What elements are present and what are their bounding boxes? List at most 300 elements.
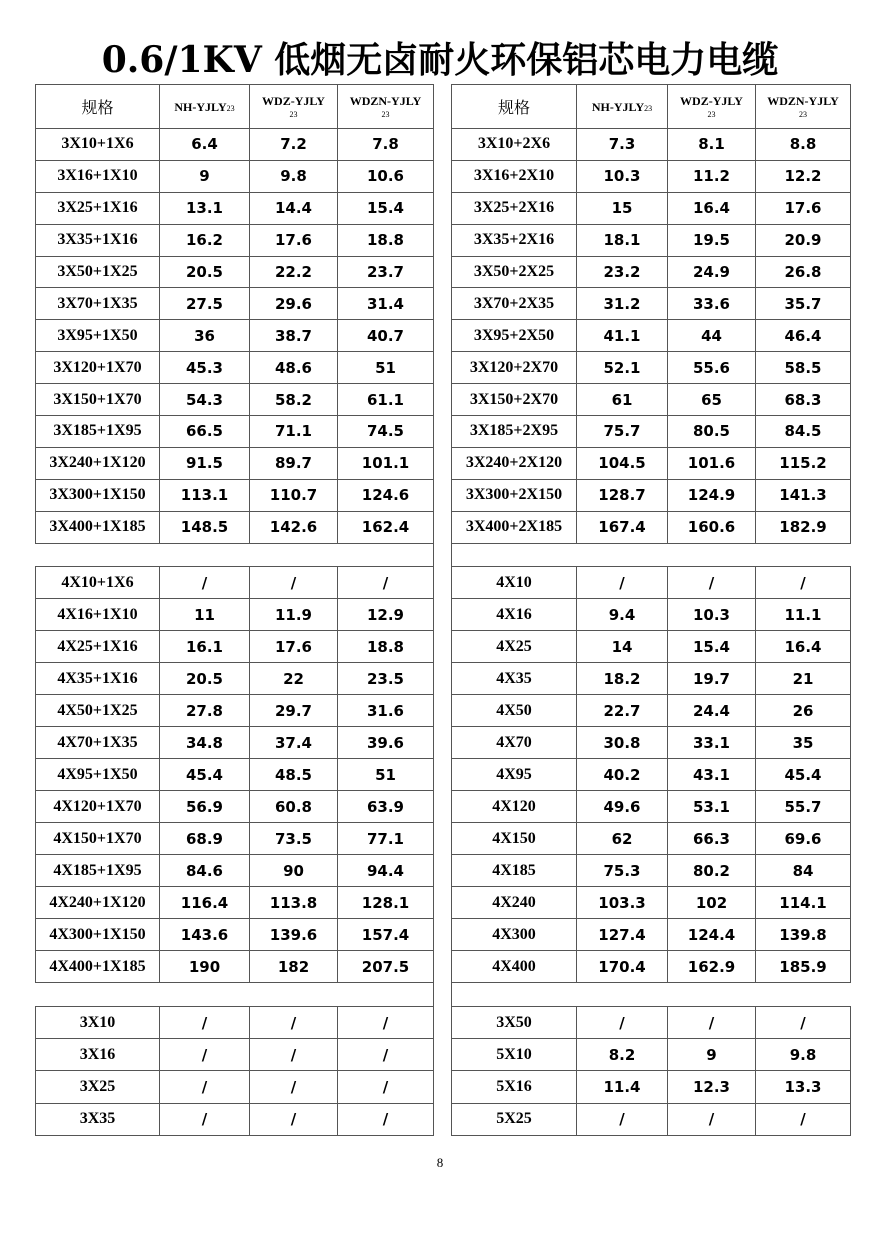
wdzn-yjly-cell: 45.4: [756, 759, 851, 791]
wdz-yjly-cell: 89.7: [250, 447, 338, 479]
nh-yjly-cell: 104.5: [577, 447, 668, 479]
nh-yjly-cell: 10.3: [577, 160, 668, 192]
nh-yjly-cell: 75.3: [577, 855, 668, 887]
wdz-yjly-cell: 19.5: [668, 224, 756, 256]
spec-cell: 4X300+1X150: [36, 919, 160, 951]
wdz-yjly-cell: 142.6: [250, 511, 338, 543]
nh-yjly-cell: 27.8: [160, 695, 250, 727]
spec-cell: 4X150+1X70: [36, 823, 160, 855]
spec-cell: 3X50: [452, 1007, 577, 1039]
wdzn-yjly-cell: 31.4: [338, 288, 434, 320]
spec-cell: 4X35+1X16: [36, 663, 160, 695]
wdz-yjly-cell: 43.1: [668, 759, 756, 791]
wdz-yjly-cell: 11.2: [668, 160, 756, 192]
wdzn-yjly-cell: 13.3: [756, 1071, 851, 1103]
wdz-yjly-cell: 12.3: [668, 1071, 756, 1103]
spec-cell: 3X25: [36, 1071, 160, 1103]
spec-cell: 4X95+1X50: [36, 759, 160, 791]
table-row: [36, 160, 434, 192]
wdzn-yjly-cell: 115.2: [756, 447, 851, 479]
nh-yjly-cell: 84.6: [160, 855, 250, 887]
table-row: [452, 567, 851, 599]
wdz-yjly-cell: 10.3: [668, 599, 756, 631]
nh-yjly-cell: /: [577, 1007, 668, 1039]
nh-yjly-cell: 167.4: [577, 511, 668, 543]
wdzn-yjly-cell: 11.1: [756, 599, 851, 631]
wdzn-yjly-cell: 162.4: [338, 511, 434, 543]
wdz-yjly-cell: 14.4: [250, 192, 338, 224]
table-row: [452, 129, 851, 161]
table-row: [452, 695, 851, 727]
wdz-yjly-cell: 80.2: [668, 855, 756, 887]
spec-cell: 3X120+2X70: [452, 352, 577, 384]
table-row: [452, 256, 851, 288]
wdz-yjly-cell: 22: [250, 663, 338, 695]
wdzn-yjly-cell: 128.1: [338, 887, 434, 919]
nh-yjly-cell: 13.1: [160, 192, 250, 224]
spec-cell: 5X25: [452, 1103, 577, 1135]
table-row: [452, 479, 851, 511]
section3-left-table: [35, 1006, 434, 1136]
wdz-yjly-cell: 113.8: [250, 887, 338, 919]
column-divider: [451, 982, 452, 1006]
table-row: [452, 759, 851, 791]
spec-cell: 4X240+1X120: [36, 887, 160, 919]
nh-yjly-cell: 113.1: [160, 479, 250, 511]
wdz-yjly-cell: 24.4: [668, 695, 756, 727]
nh-yjly-cell: 18.2: [577, 663, 668, 695]
wdzn-yjly-cell: 18.8: [338, 224, 434, 256]
wdzn-yjly-cell: 12.9: [338, 599, 434, 631]
table-row: [36, 447, 434, 479]
table-row: [452, 919, 851, 951]
spec-cell: 4X50+1X25: [36, 695, 160, 727]
spec-cell: 3X35+1X16: [36, 224, 160, 256]
table-row: [452, 447, 851, 479]
table-row: [452, 727, 851, 759]
wdzn-yjly-cell: 10.6: [338, 160, 434, 192]
header-wdzn-yjly: WDZN-YJLY 23: [338, 85, 434, 129]
header-nh-yjly: NH-YJLY23: [577, 85, 668, 129]
table-row: [36, 1007, 434, 1039]
spec-cell: 5X10: [452, 1039, 577, 1071]
section3-right-table: [451, 1006, 851, 1136]
wdz-yjly-cell: 7.2: [250, 129, 338, 161]
table-row: [452, 416, 851, 448]
wdz-yjly-cell: /: [250, 1007, 338, 1039]
wdz-yjly-cell: 48.5: [250, 759, 338, 791]
table-row: [36, 256, 434, 288]
wdz-yjly-cell: /: [668, 1103, 756, 1135]
table-row: [452, 352, 851, 384]
header-spec: 规格: [36, 85, 160, 129]
wdzn-yjly-cell: 7.8: [338, 129, 434, 161]
wdzn-yjly-cell: 35: [756, 727, 851, 759]
wdzn-yjly-cell: 51: [338, 352, 434, 384]
wdzn-yjly-cell: 68.3: [756, 384, 851, 416]
nh-yjly-cell: 16.1: [160, 631, 250, 663]
wdzn-yjly-cell: 35.7: [756, 288, 851, 320]
wdzn-yjly-cell: 63.9: [338, 791, 434, 823]
wdz-yjly-cell: 48.6: [250, 352, 338, 384]
table-row: [36, 352, 434, 384]
nh-yjly-cell: /: [160, 1007, 250, 1039]
nh-yjly-cell: 22.7: [577, 695, 668, 727]
spec-cell: 3X16+1X10: [36, 160, 160, 192]
nh-yjly-cell: 148.5: [160, 511, 250, 543]
nh-yjly-cell: 41.1: [577, 320, 668, 352]
nh-yjly-cell: /: [160, 1071, 250, 1103]
table-row: [452, 855, 851, 887]
spec-cell: 3X95+2X50: [452, 320, 577, 352]
wdzn-yjly-cell: 18.8: [338, 631, 434, 663]
wdzn-yjly-cell: /: [338, 1007, 434, 1039]
wdzn-yjly-cell: 61.1: [338, 384, 434, 416]
wdz-yjly-cell: 15.4: [668, 631, 756, 663]
table-row: [36, 129, 434, 161]
nh-yjly-cell: 9.4: [577, 599, 668, 631]
wdzn-yjly-cell: 23.5: [338, 663, 434, 695]
wdzn-yjly-cell: 8.8: [756, 129, 851, 161]
wdzn-yjly-cell: 17.6: [756, 192, 851, 224]
nh-yjly-cell: 127.4: [577, 919, 668, 951]
nh-yjly-cell: 45.4: [160, 759, 250, 791]
table-row: [452, 1007, 851, 1039]
nh-yjly-cell: 34.8: [160, 727, 250, 759]
table-row: [36, 567, 434, 599]
spec-cell: 3X10+2X6: [452, 129, 577, 161]
spec-cell: 3X50+2X25: [452, 256, 577, 288]
table-row: [452, 1103, 851, 1135]
wdzn-yjly-cell: 157.4: [338, 919, 434, 951]
wdzn-yjly-cell: 84.5: [756, 416, 851, 448]
wdzn-yjly-cell: 31.6: [338, 695, 434, 727]
wdz-yjly-cell: 29.7: [250, 695, 338, 727]
nh-yjly-cell: 52.1: [577, 352, 668, 384]
spec-cell: 4X300: [452, 919, 577, 951]
wdz-yjly-cell: 73.5: [250, 823, 338, 855]
wdz-yjly-cell: 182: [250, 951, 338, 983]
nh-yjly-cell: 170.4: [577, 951, 668, 983]
header-wdzn-yjly: WDZN-YJLY 23: [756, 85, 851, 129]
wdz-yjly-cell: 60.8: [250, 791, 338, 823]
table-row: [452, 631, 851, 663]
spec-cell: 3X185+1X95: [36, 416, 160, 448]
nh-yjly-cell: 61: [577, 384, 668, 416]
spec-cell: 3X120+1X70: [36, 352, 160, 384]
wdz-yjly-cell: 162.9: [668, 951, 756, 983]
wdz-yjly-cell: 53.1: [668, 791, 756, 823]
spec-cell: 5X16: [452, 1071, 577, 1103]
wdz-yjly-cell: 124.4: [668, 919, 756, 951]
nh-yjly-cell: 75.7: [577, 416, 668, 448]
page-number: 8: [436, 1155, 444, 1170]
wdz-yjly-cell: 38.7: [250, 320, 338, 352]
wdzn-yjly-cell: /: [338, 1071, 434, 1103]
spec-cell: 4X400+1X185: [36, 951, 160, 983]
wdzn-yjly-cell: 16.4: [756, 631, 851, 663]
table-row: [36, 919, 434, 951]
table-row: [36, 288, 434, 320]
spec-cell: 3X300+2X150: [452, 479, 577, 511]
wdz-yjly-cell: /: [668, 1007, 756, 1039]
table-row: [452, 288, 851, 320]
nh-yjly-cell: 11: [160, 599, 250, 631]
nh-yjly-cell: 30.8: [577, 727, 668, 759]
nh-yjly-cell: 91.5: [160, 447, 250, 479]
wdzn-yjly-cell: 55.7: [756, 791, 851, 823]
wdz-yjly-cell: /: [250, 1103, 338, 1135]
wdzn-yjly-cell: /: [338, 1039, 434, 1071]
spec-cell: 4X70: [452, 727, 577, 759]
wdz-yjly-cell: 33.6: [668, 288, 756, 320]
nh-yjly-cell: 20.5: [160, 663, 250, 695]
table-row: [452, 823, 851, 855]
spec-cell: 3X150+1X70: [36, 384, 160, 416]
wdz-yjly-cell: /: [250, 1071, 338, 1103]
table-row: [36, 192, 434, 224]
header-nh-yjly: NH-YJLY23: [160, 85, 250, 129]
table-row: [36, 384, 434, 416]
spec-cell: 4X25: [452, 631, 577, 663]
table-row: [452, 951, 851, 983]
spec-cell: 3X16: [36, 1039, 160, 1071]
spec-cell: 3X50+1X25: [36, 256, 160, 288]
wdzn-yjly-cell: 101.1: [338, 447, 434, 479]
nh-yjly-cell: /: [160, 567, 250, 599]
nh-yjly-cell: /: [577, 1103, 668, 1135]
nh-yjly-cell: 143.6: [160, 919, 250, 951]
wdzn-yjly-cell: 141.3: [756, 479, 851, 511]
nh-yjly-cell: 27.5: [160, 288, 250, 320]
nh-yjly-cell: 16.2: [160, 224, 250, 256]
wdz-yjly-cell: 71.1: [250, 416, 338, 448]
spec-cell: 4X35: [452, 663, 577, 695]
wdzn-yjly-cell: 23.7: [338, 256, 434, 288]
spec-cell: 4X185: [452, 855, 577, 887]
table-row: [36, 224, 434, 256]
spec-cell: 4X400: [452, 951, 577, 983]
spec-cell: 4X185+1X95: [36, 855, 160, 887]
nh-yjly-cell: 66.5: [160, 416, 250, 448]
wdz-yjly-cell: 33.1: [668, 727, 756, 759]
spec-cell: 4X25+1X16: [36, 631, 160, 663]
wdz-yjly-cell: 17.6: [250, 631, 338, 663]
spec-cell: 4X120: [452, 791, 577, 823]
nh-yjly-cell: 49.6: [577, 791, 668, 823]
spec-cell: 3X70+2X35: [452, 288, 577, 320]
table-row: [36, 727, 434, 759]
wdz-yjly-cell: 11.9: [250, 599, 338, 631]
wdzn-yjly-cell: 12.2: [756, 160, 851, 192]
nh-yjly-cell: /: [160, 1039, 250, 1071]
nh-yjly-cell: 20.5: [160, 256, 250, 288]
nh-yjly-cell: 9: [160, 160, 250, 192]
wdz-yjly-cell: 37.4: [250, 727, 338, 759]
wdzn-yjly-cell: 21: [756, 663, 851, 695]
table-row: [452, 1071, 851, 1103]
spec-cell: 4X10: [452, 567, 577, 599]
nh-yjly-cell: 40.2: [577, 759, 668, 791]
wdzn-yjly-cell: 185.9: [756, 951, 851, 983]
wdzn-yjly-cell: 58.5: [756, 352, 851, 384]
wdzn-yjly-cell: 26: [756, 695, 851, 727]
section2-left-table: [35, 566, 434, 983]
table-row: [36, 759, 434, 791]
spec-cell: 3X25+1X16: [36, 192, 160, 224]
table-row: [452, 599, 851, 631]
wdz-yjly-cell: 29.6: [250, 288, 338, 320]
spec-cell: 3X10: [36, 1007, 160, 1039]
nh-yjly-cell: /: [160, 1103, 250, 1135]
section1-left-table: [35, 84, 434, 544]
wdz-yjly-cell: 55.6: [668, 352, 756, 384]
wdzn-yjly-cell: /: [756, 567, 851, 599]
wdzn-yjly-cell: 124.6: [338, 479, 434, 511]
table-row: [36, 416, 434, 448]
nh-yjly-cell: 23.2: [577, 256, 668, 288]
column-divider: [433, 982, 434, 1006]
spec-cell: 4X95: [452, 759, 577, 791]
spec-cell: 3X400+1X185: [36, 511, 160, 543]
table-row: [452, 1039, 851, 1071]
nh-yjly-cell: 62: [577, 823, 668, 855]
wdzn-yjly-cell: 39.6: [338, 727, 434, 759]
wdzn-yjly-cell: 94.4: [338, 855, 434, 887]
column-divider: [451, 542, 452, 566]
nh-yjly-cell: 7.3: [577, 129, 668, 161]
spec-cell: 3X95+1X50: [36, 320, 160, 352]
wdz-yjly-cell: 8.1: [668, 129, 756, 161]
wdzn-yjly-cell: /: [756, 1007, 851, 1039]
header-wdz-yjly: WDZ-YJLY 23: [668, 85, 756, 129]
table-row: [36, 695, 434, 727]
wdz-yjly-cell: 102: [668, 887, 756, 919]
wdzn-yjly-cell: /: [338, 1103, 434, 1135]
spec-cell: 4X16: [452, 599, 577, 631]
table-row: [452, 663, 851, 695]
wdzn-yjly-cell: 139.8: [756, 919, 851, 951]
wdz-yjly-cell: 58.2: [250, 384, 338, 416]
spec-cell: 3X70+1X35: [36, 288, 160, 320]
wdz-yjly-cell: 101.6: [668, 447, 756, 479]
wdz-yjly-cell: 124.9: [668, 479, 756, 511]
nh-yjly-cell: 36: [160, 320, 250, 352]
table-row: [452, 192, 851, 224]
table-row: [452, 320, 851, 352]
table-row: [452, 160, 851, 192]
spec-cell: 3X150+2X70: [452, 384, 577, 416]
nh-yjly-cell: 68.9: [160, 823, 250, 855]
wdz-yjly-cell: 9: [668, 1039, 756, 1071]
wdz-yjly-cell: 160.6: [668, 511, 756, 543]
table-row: [36, 1103, 434, 1135]
wdz-yjly-cell: 90: [250, 855, 338, 887]
table-row: [36, 320, 434, 352]
nh-yjly-cell: 31.2: [577, 288, 668, 320]
spec-cell: 3X35+2X16: [452, 224, 577, 256]
nh-yjly-cell: 18.1: [577, 224, 668, 256]
nh-yjly-cell: /: [577, 567, 668, 599]
wdz-yjly-cell: 80.5: [668, 416, 756, 448]
spec-cell: 4X150: [452, 823, 577, 855]
spec-cell: 3X10+1X6: [36, 129, 160, 161]
wdzn-yjly-cell: 15.4: [338, 192, 434, 224]
wdz-yjly-cell: 66.3: [668, 823, 756, 855]
wdz-yjly-cell: 65: [668, 384, 756, 416]
wdz-yjly-cell: /: [250, 1039, 338, 1071]
nh-yjly-cell: 11.4: [577, 1071, 668, 1103]
column-divider: [433, 542, 434, 566]
wdzn-yjly-cell: /: [756, 1103, 851, 1135]
nh-yjly-cell: 54.3: [160, 384, 250, 416]
table-row: [36, 887, 434, 919]
spec-cell: 4X240: [452, 887, 577, 919]
spec-cell: 3X240+2X120: [452, 447, 577, 479]
wdz-yjly-cell: 17.6: [250, 224, 338, 256]
wdzn-yjly-cell: 26.8: [756, 256, 851, 288]
spec-cell: 4X10+1X6: [36, 567, 160, 599]
wdzn-yjly-cell: 46.4: [756, 320, 851, 352]
nh-yjly-cell: 128.7: [577, 479, 668, 511]
spec-cell: 3X400+2X185: [452, 511, 577, 543]
table-row: [452, 791, 851, 823]
nh-yjly-cell: 15: [577, 192, 668, 224]
table-row: [36, 631, 434, 663]
nh-yjly-cell: 103.3: [577, 887, 668, 919]
wdz-yjly-cell: 139.6: [250, 919, 338, 951]
table-row: [452, 887, 851, 919]
spec-cell: 3X25+2X16: [452, 192, 577, 224]
wdzn-yjly-cell: /: [338, 567, 434, 599]
wdz-yjly-cell: /: [250, 567, 338, 599]
section2-right-table: [451, 566, 851, 983]
wdzn-yjly-cell: 77.1: [338, 823, 434, 855]
wdz-yjly-cell: 44: [668, 320, 756, 352]
nh-yjly-cell: 14: [577, 631, 668, 663]
nh-yjly-cell: 56.9: [160, 791, 250, 823]
table-row: [36, 855, 434, 887]
spec-cell: 4X50: [452, 695, 577, 727]
wdzn-yjly-cell: 114.1: [756, 887, 851, 919]
nh-yjly-cell: 6.4: [160, 129, 250, 161]
spec-cell: 3X300+1X150: [36, 479, 160, 511]
page-title: 0.6/1KV 低烟无卤耐火环保铝芯电力电缆: [101, 39, 779, 81]
wdzn-yjly-cell: 69.6: [756, 823, 851, 855]
spec-cell: 3X240+1X120: [36, 447, 160, 479]
wdz-yjly-cell: 22.2: [250, 256, 338, 288]
wdzn-yjly-cell: 207.5: [338, 951, 434, 983]
wdzn-yjly-cell: 182.9: [756, 511, 851, 543]
nh-yjly-cell: 116.4: [160, 887, 250, 919]
wdz-yjly-cell: 24.9: [668, 256, 756, 288]
wdzn-yjly-cell: 84: [756, 855, 851, 887]
table-row: [452, 511, 851, 543]
table-row: [36, 511, 434, 543]
table-row: [36, 791, 434, 823]
header-spec: 规格: [452, 85, 577, 129]
wdz-yjly-cell: 110.7: [250, 479, 338, 511]
table-row: [452, 384, 851, 416]
spec-cell: 4X70+1X35: [36, 727, 160, 759]
wdzn-yjly-cell: 74.5: [338, 416, 434, 448]
wdz-yjly-cell: 9.8: [250, 160, 338, 192]
wdz-yjly-cell: 16.4: [668, 192, 756, 224]
table-row: [36, 599, 434, 631]
table-row: [36, 1039, 434, 1071]
table-row: [36, 823, 434, 855]
spec-cell: 3X35: [36, 1103, 160, 1135]
